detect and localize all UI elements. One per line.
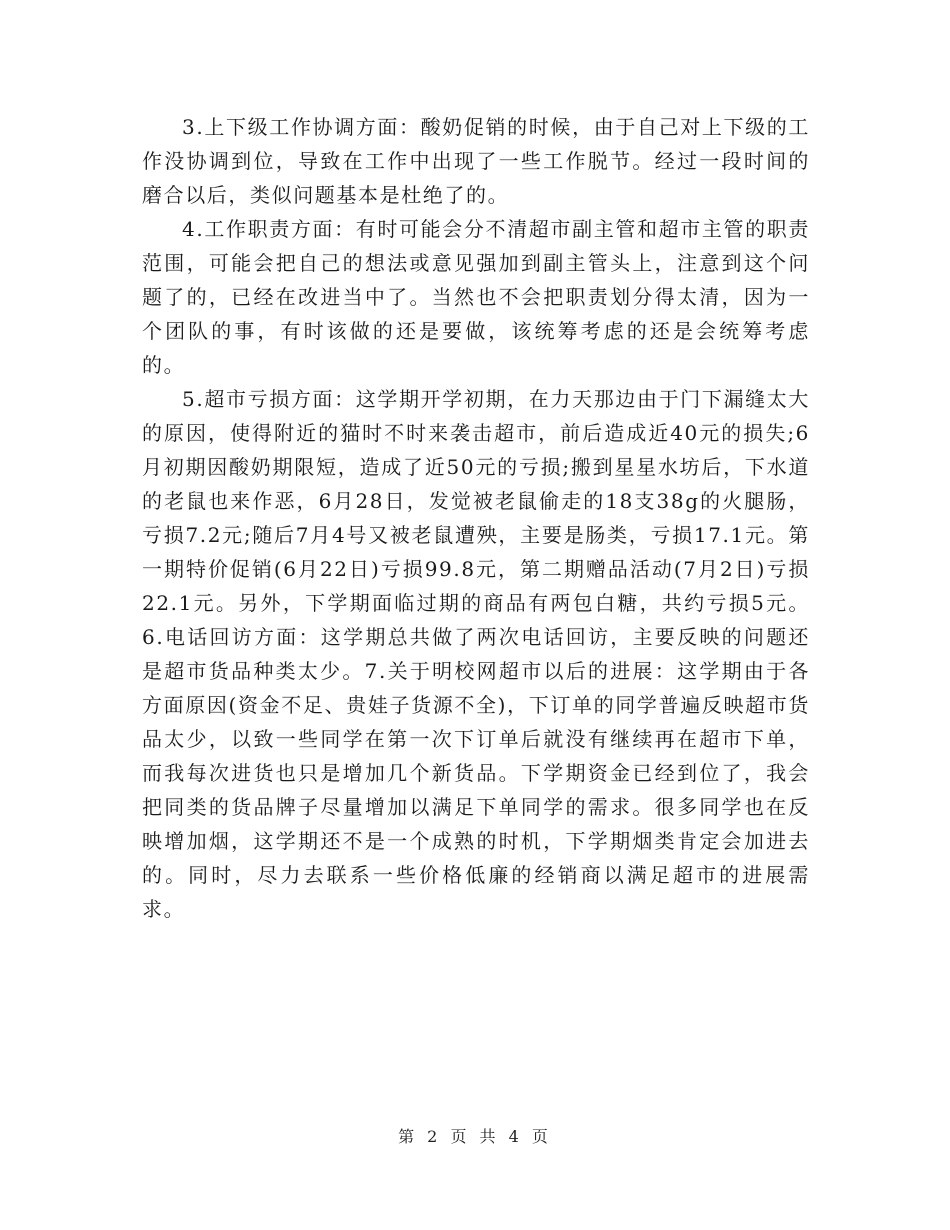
paragraph-coordination: 3.上下级工作协调方面：酸奶促销的时候，由于自己对上下级的工作没协调到位，导致在工作中出现了一些工作脱节。经过一段时间的磨合以后，类似问题基本是杜绝了的。 [142, 115, 810, 207]
paragraph-responsibilities: 4.工作职责方面：有时可能会分不清超市副主管和超市主管的职责范围，可能会把自己的想法或意见强加到副主管头上，注意到这个问题了的，已经在改进当中了。当然也不会把职责划分得太清，因为一个团队的事，有时该做的还是要做，该统筹考虑的还是会统筹考虑的。 [142, 217, 810, 377]
page-number-footer: 第 2 页 共 4 页 [398, 1127, 552, 1146]
document-body [142, 110, 810, 926]
paragraph-losses: 5.超市亏损方面：这学期开学初期，在力天那边由于门下漏缝太大的原因，使得附近的猫时不时来袭击超市，前后造成近40元的损失;6月初期因酸奶期限短，造成了近50元的亏损;搬到星星水坊后，下水道的老鼠也来作恶，6月28日，发觉被老鼠偷走的18支38g的火腿肠，亏损7.2元;随后7月4号又被老鼠遭殃，主要是肠类，亏损17.1元。第一期特价促销(6月22日)亏损99.8元，第二期赠品活动(7月2日)亏损22.1元。另外，下学期面临过期的商品有两包白糖，共约亏损5元。6.电话回访方面：这学期总共做了两次电话回访，主要反映的问题还是超市货品种类太少。7.关于明校网超市以后的进展：这学期由于各方面原因(资金不足、贵娃子货源不全)，下订单的同学普遍反映超市货品太少，以致一些同学在第一次下订单后就没有继续再在超市下单，而我每次进货也只是增加几个新货品。下学期资金已经到位了，我会把同类的货品牌子尽量增加以满足下单同学的需求。很多同学也在反映增加烟，这学期还不是一个成熟的时机，下学期烟类肯定会加进去的。同时，尽力去联系一些价格低廉的经销商以满足超市的进展需求。 [142, 387, 810, 921]
